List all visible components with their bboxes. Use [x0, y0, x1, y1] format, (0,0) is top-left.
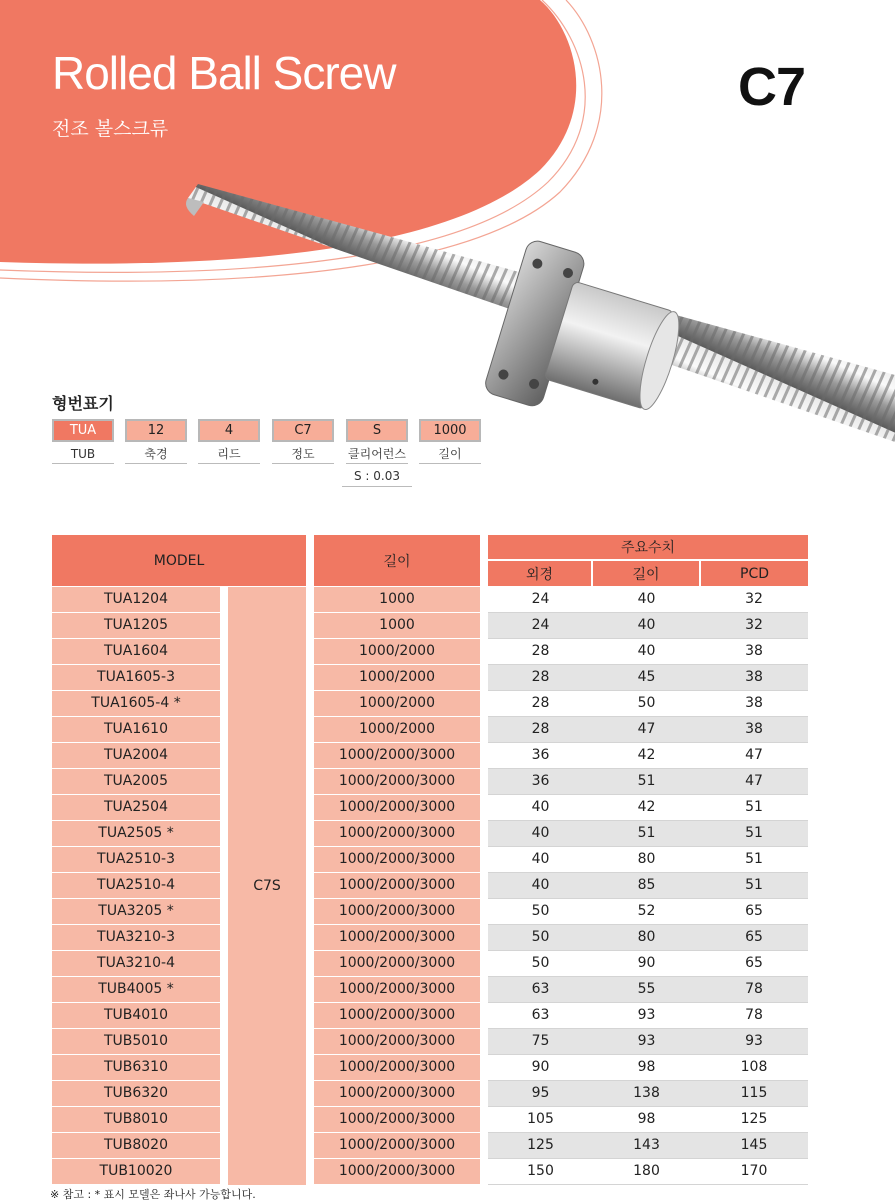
cell-od: 63	[488, 977, 593, 1003]
cell-len: 50	[593, 691, 700, 717]
table-row	[52, 639, 808, 665]
table-row	[52, 769, 808, 795]
cell-pcd: 38	[700, 691, 808, 717]
cell-length: 1000/2000/3000	[314, 1003, 480, 1029]
cell-model: TUB6320	[52, 1081, 220, 1107]
cell-od: 50	[488, 925, 593, 951]
cell-len: 47	[593, 717, 700, 743]
cell-length: 1000/2000/3000	[314, 951, 480, 977]
cell-len: 90	[593, 951, 700, 977]
grade-badge: C7	[738, 57, 806, 117]
cell-model: TUA1605-4 *	[52, 691, 220, 717]
cell-model: TUA3210-3	[52, 925, 220, 951]
table-row	[52, 1107, 808, 1133]
cell-pcd: 65	[700, 925, 808, 951]
cell-od: 28	[488, 691, 593, 717]
cell-len: 98	[593, 1107, 700, 1133]
cell-len: 51	[593, 769, 700, 795]
header-nut-length: 길이	[593, 561, 700, 586]
table-row	[52, 717, 808, 743]
cell-od: 28	[488, 665, 593, 691]
cell-length: 1000/2000/3000	[314, 1055, 480, 1081]
cell-model: TUB4010	[52, 1003, 220, 1029]
table-row	[52, 1133, 808, 1159]
cell-len: 40	[593, 613, 700, 639]
cell-od: 36	[488, 769, 593, 795]
cell-pcd: 51	[700, 847, 808, 873]
table-row	[52, 899, 808, 925]
code-label-shaft-diameter: 축경	[125, 445, 187, 464]
cell-model: TUA2510-3	[52, 847, 220, 873]
cell-pcd: 125	[700, 1107, 808, 1133]
cell-od: 28	[488, 717, 593, 743]
code-label-accuracy: 정도	[272, 445, 334, 464]
cell-length: 1000/2000/3000	[314, 1029, 480, 1055]
cell-model: TUA1205	[52, 613, 220, 639]
cell-len: 143	[593, 1133, 700, 1159]
table-row	[52, 1055, 808, 1081]
cell-len: 45	[593, 665, 700, 691]
cell-pcd: 115	[700, 1081, 808, 1107]
cell-length: 1000/2000/3000	[314, 977, 480, 1003]
table-row	[52, 873, 808, 899]
cell-pcd: 51	[700, 821, 808, 847]
footnote: ※ 참고 : * 표시 모델은 좌나사 가능합니다.	[50, 1188, 256, 1201]
cell-len: 40	[593, 587, 700, 613]
spec-table-body	[52, 587, 808, 1185]
cell-od: 125	[488, 1133, 593, 1159]
cell-pcd: 65	[700, 899, 808, 925]
cell-model: TUA2504	[52, 795, 220, 821]
cell-model: TUB8010	[52, 1107, 220, 1133]
cell-length: 1000/2000/3000	[314, 795, 480, 821]
cell-model: TUB5010	[52, 1029, 220, 1055]
code-box-shaft-diameter: 12	[125, 419, 187, 442]
cell-od: 105	[488, 1107, 593, 1133]
clearance-note: S : 0.03	[342, 466, 412, 487]
cell-od: 150	[488, 1159, 593, 1185]
cell-length: 1000/2000/3000	[314, 743, 480, 769]
cell-len: 85	[593, 873, 700, 899]
cell-od: 95	[488, 1081, 593, 1107]
cell-model: TUA2505 *	[52, 821, 220, 847]
cell-od: 40	[488, 847, 593, 873]
code-label-series: TUB	[52, 445, 114, 464]
cell-pcd: 32	[700, 587, 808, 613]
cell-od: 40	[488, 873, 593, 899]
cell-len: 180	[593, 1159, 700, 1185]
code-label-clearance: 클리어런스	[346, 445, 408, 464]
cell-pcd: 51	[700, 873, 808, 899]
cell-od: 28	[488, 639, 593, 665]
cell-pcd: 78	[700, 977, 808, 1003]
cell-len: 93	[593, 1029, 700, 1055]
cell-model: TUB10020	[52, 1159, 220, 1185]
code-box-series: TUA	[52, 419, 114, 442]
header-main-dimensions: 주요수치	[488, 535, 808, 559]
cell-length: 1000	[314, 587, 480, 613]
cell-pcd: 78	[700, 1003, 808, 1029]
cell-od: 63	[488, 1003, 593, 1029]
cell-length: 1000/2000/3000	[314, 821, 480, 847]
cell-od: 75	[488, 1029, 593, 1055]
cell-len: 55	[593, 977, 700, 1003]
header-outer-diameter: 외경	[488, 561, 592, 586]
cell-len: 80	[593, 925, 700, 951]
table-row	[52, 1003, 808, 1029]
table-row	[52, 951, 808, 977]
header-length: 길이	[314, 535, 480, 586]
code-box-accuracy: C7	[272, 419, 334, 442]
cell-pcd: 38	[700, 665, 808, 691]
table-row	[52, 1159, 808, 1185]
grade-cell: C7S	[228, 587, 306, 1185]
cell-length: 1000/2000	[314, 665, 480, 691]
cell-model: TUA1204	[52, 587, 220, 613]
cell-model: TUA2004	[52, 743, 220, 769]
cell-len: 42	[593, 743, 700, 769]
cell-len: 42	[593, 795, 700, 821]
cell-od: 40	[488, 821, 593, 847]
cell-od: 90	[488, 1055, 593, 1081]
cell-pcd: 47	[700, 769, 808, 795]
cell-len: 52	[593, 899, 700, 925]
table-row	[52, 613, 808, 639]
cell-length: 1000/2000/3000	[314, 899, 480, 925]
cell-od: 36	[488, 743, 593, 769]
ball-screw-image	[180, 180, 895, 460]
cell-len: 51	[593, 821, 700, 847]
cell-length: 1000	[314, 613, 480, 639]
cell-pcd: 145	[700, 1133, 808, 1159]
cell-len: 93	[593, 1003, 700, 1029]
code-box-lead: 4	[198, 419, 260, 442]
cell-pcd: 38	[700, 639, 808, 665]
cell-len: 98	[593, 1055, 700, 1081]
table-row	[52, 925, 808, 951]
page-subtitle: 전조 볼스크류	[52, 118, 169, 140]
cell-length: 1000/2000	[314, 691, 480, 717]
cell-pcd: 51	[700, 795, 808, 821]
cell-length: 1000/2000	[314, 639, 480, 665]
table-row	[52, 743, 808, 769]
cell-pcd: 38	[700, 717, 808, 743]
table-row	[52, 665, 808, 691]
cell-length: 1000/2000/3000	[314, 925, 480, 951]
cell-pcd: 65	[700, 951, 808, 977]
page-title: Rolled Ball Screw	[52, 47, 396, 99]
cell-len: 138	[593, 1081, 700, 1107]
table-row	[52, 691, 808, 717]
cell-od: 40	[488, 795, 593, 821]
table-row	[52, 587, 808, 613]
header-model: MODEL	[52, 535, 306, 586]
cell-model: TUA2005	[52, 769, 220, 795]
cell-length: 1000/2000/3000	[314, 873, 480, 899]
cell-model: TUA1604	[52, 639, 220, 665]
cell-model: TUA3210-4	[52, 951, 220, 977]
table-row	[52, 795, 808, 821]
cell-pcd: 93	[700, 1029, 808, 1055]
cell-length: 1000/2000/3000	[314, 1081, 480, 1107]
code-box-length: 1000	[419, 419, 481, 442]
cell-len: 40	[593, 639, 700, 665]
cell-pcd: 47	[700, 743, 808, 769]
table-row	[52, 1081, 808, 1107]
table-row	[52, 847, 808, 873]
header-pcd: PCD	[701, 561, 808, 586]
cell-model: TUB8020	[52, 1133, 220, 1159]
cell-length: 1000/2000/3000	[314, 1133, 480, 1159]
cell-od: 24	[488, 587, 593, 613]
cell-model: TUB6310	[52, 1055, 220, 1081]
cell-length: 1000/2000/3000	[314, 1107, 480, 1133]
cell-od: 50	[488, 951, 593, 977]
code-notation-title: 형번표기	[52, 394, 114, 413]
cell-od: 50	[488, 899, 593, 925]
cell-model: TUA3205 *	[52, 899, 220, 925]
cell-pcd: 170	[700, 1159, 808, 1185]
cell-model: TUA1605-3	[52, 665, 220, 691]
table-row	[52, 821, 808, 847]
cell-length: 1000/2000/3000	[314, 1159, 480, 1185]
code-label-lead: 리드	[198, 445, 260, 464]
cell-model: TUB4005 *	[52, 977, 220, 1003]
table-row	[52, 1029, 808, 1055]
cell-model: TUA1610	[52, 717, 220, 743]
cell-pcd: 108	[700, 1055, 808, 1081]
code-box-clearance: S	[346, 419, 408, 442]
cell-pcd: 32	[700, 613, 808, 639]
cell-length: 1000/2000/3000	[314, 847, 480, 873]
cell-model: TUA2510-4	[52, 873, 220, 899]
cell-len: 80	[593, 847, 700, 873]
code-label-length: 길이	[419, 445, 481, 464]
table-row	[52, 977, 808, 1003]
cell-length: 1000/2000	[314, 717, 480, 743]
cell-od: 24	[488, 613, 593, 639]
cell-length: 1000/2000/3000	[314, 769, 480, 795]
